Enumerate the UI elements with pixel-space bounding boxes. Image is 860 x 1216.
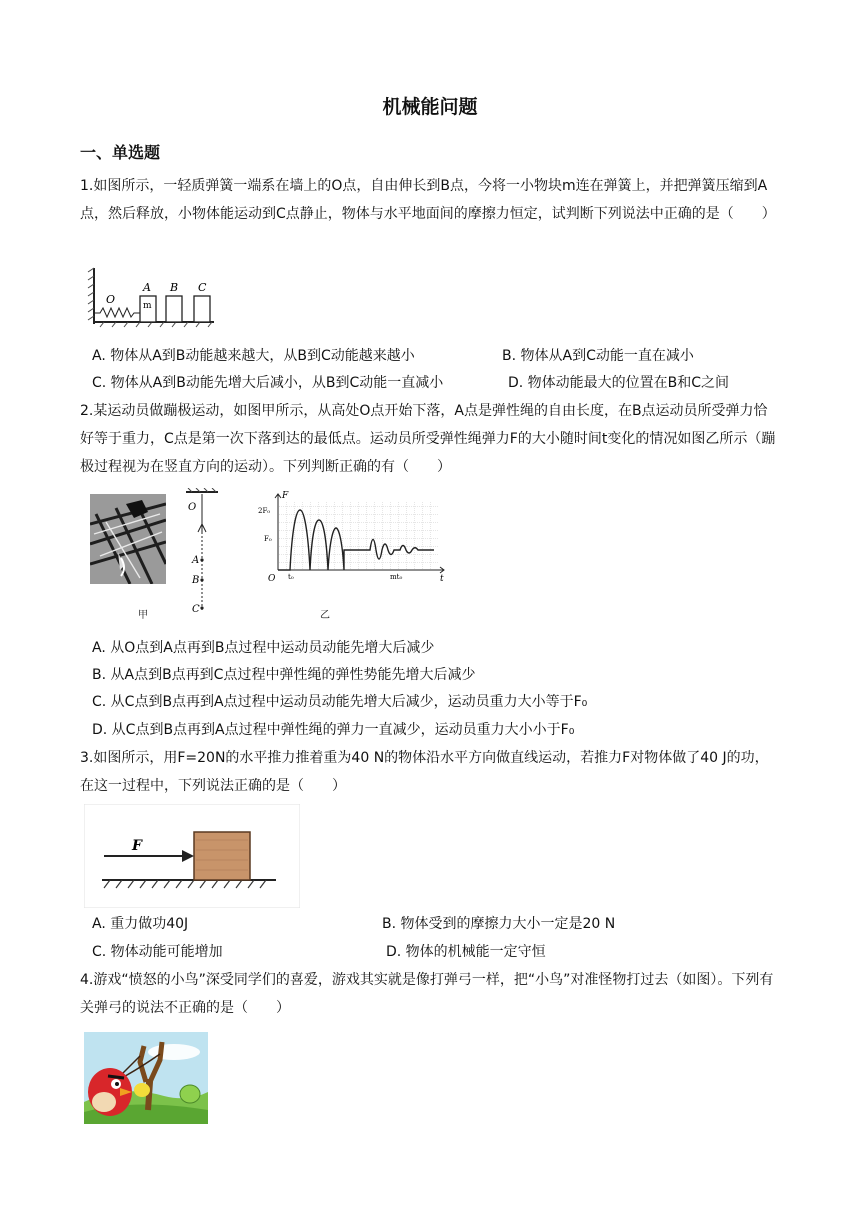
question-2-stem: 2.某运动员做蹦极运动，如图甲所示，从高处O点开始下落，A点是弹性绳的自由长度，在B点运动员所受弹力恰好等于重力，C点是第一次下落到达的最低点。运动员所受弹性绳弹力F的大小随时间t变化的情况如图乙所示（蹦极过程视为在竖直方向的运动）。下列判断正确的有（ ） xyxy=(80,403,776,475)
question-2-option-a[interactable]: A. 从O点到A点再到B点过程中运动员动能先增大后减少 xyxy=(92,640,435,656)
question-2-option-b[interactable]: B. 从A点到B点再到C点过程中弹性绳的弹性势能先增大后减少 xyxy=(92,667,476,683)
graph-axis-t: t xyxy=(440,574,444,582)
graph-label-f0: F₀ xyxy=(264,535,272,543)
graph-label-t0: t₀ xyxy=(288,573,294,581)
q3-label-f: F xyxy=(132,838,142,854)
graph-axis-f: F xyxy=(282,491,289,501)
q1-label-C: C xyxy=(198,281,207,294)
question-3-option-d[interactable]: D. 物体的机械能一定守恒 xyxy=(386,944,546,960)
question-2-option-c[interactable]: C. 从C点到B点再到A点过程中运动员动能先增大后减少，运动员重力大小等于F₀ xyxy=(92,694,588,710)
question-3-figure xyxy=(84,804,300,908)
q1-label-m: m xyxy=(143,301,152,311)
graph-origin: O xyxy=(268,574,276,582)
q2-label-O: O xyxy=(188,502,197,513)
question-1-option-b[interactable]: B. 物体从A到C动能一直在减小 xyxy=(502,348,694,364)
angry-birds-image xyxy=(84,1032,208,1124)
question-2-option-d[interactable]: D. 从C点到B点再到A点过程中弹性绳的弹力一直减少，运动员重力大小小于F₀ xyxy=(92,722,575,738)
question-3-option-c[interactable]: C. 物体动能可能增加 xyxy=(92,944,223,960)
bungee-diagram xyxy=(182,488,222,618)
question-3-option-a[interactable]: A. 重力做功40J xyxy=(92,916,189,932)
question-1-figure xyxy=(86,264,218,328)
question-1-stem: 1.如图所示，一轻质弹簧一端系在墙上的O点，自由伸长到B点，今将一小物块m连在弹簧上，并把弹簧压缩到A点，然后释放，小物体能运动到C点静止，物体与水平地面间的摩擦力恒定，试判断下列说法中正确的是（ ） xyxy=(80,178,776,222)
question-1-option-d[interactable]: D. 物体动能最大的位置在B和C之间 xyxy=(508,375,730,391)
figure-label-jia: 甲 xyxy=(138,610,148,621)
question-3-option-b[interactable]: B. 物体受到的摩擦力大小一定是20 N xyxy=(382,916,616,932)
graph-label-mt0: mt₀ xyxy=(390,573,403,581)
question-1-option-c[interactable]: C. 物体从A到B动能先增大后减小，从B到C动能一直减小 xyxy=(92,375,444,391)
q2-label-B: B xyxy=(192,575,200,586)
graph-label-2f0: 2F₀ xyxy=(258,507,271,515)
section-heading: 一、单选题 xyxy=(80,143,161,162)
bungee-photo xyxy=(90,494,166,584)
question-1-option-a[interactable]: A. 物体从A到B动能越来越大，从B到C动能越来越小 xyxy=(92,348,415,364)
q1-label-B: B xyxy=(170,281,179,294)
q2-label-A: A xyxy=(192,555,200,566)
figure-label-yi: 乙 xyxy=(320,610,330,621)
q2-label-C: C xyxy=(192,604,200,615)
q1-label-A: A xyxy=(143,281,151,294)
question-3-stem: 3.如图所示，用F=20N的水平推力推着重为40 N的物体沿水平方向做直线运动，若推力F对物体做了40 J的功，在这一过程中，下列说法正确的是（ ） xyxy=(80,750,769,794)
force-time-graph xyxy=(254,490,450,582)
page-title: 机械能问题 xyxy=(382,96,478,118)
question-4-stem: 4.游戏“愤怒的小鸟”深受同学们的喜爱，游戏其实就是像打弹弓一样，把“小鸟”对准怪物打过去（如图）。下列有关弹弓的说法不正确的是（ ） xyxy=(80,972,774,1016)
q1-label-O: O xyxy=(106,293,116,306)
